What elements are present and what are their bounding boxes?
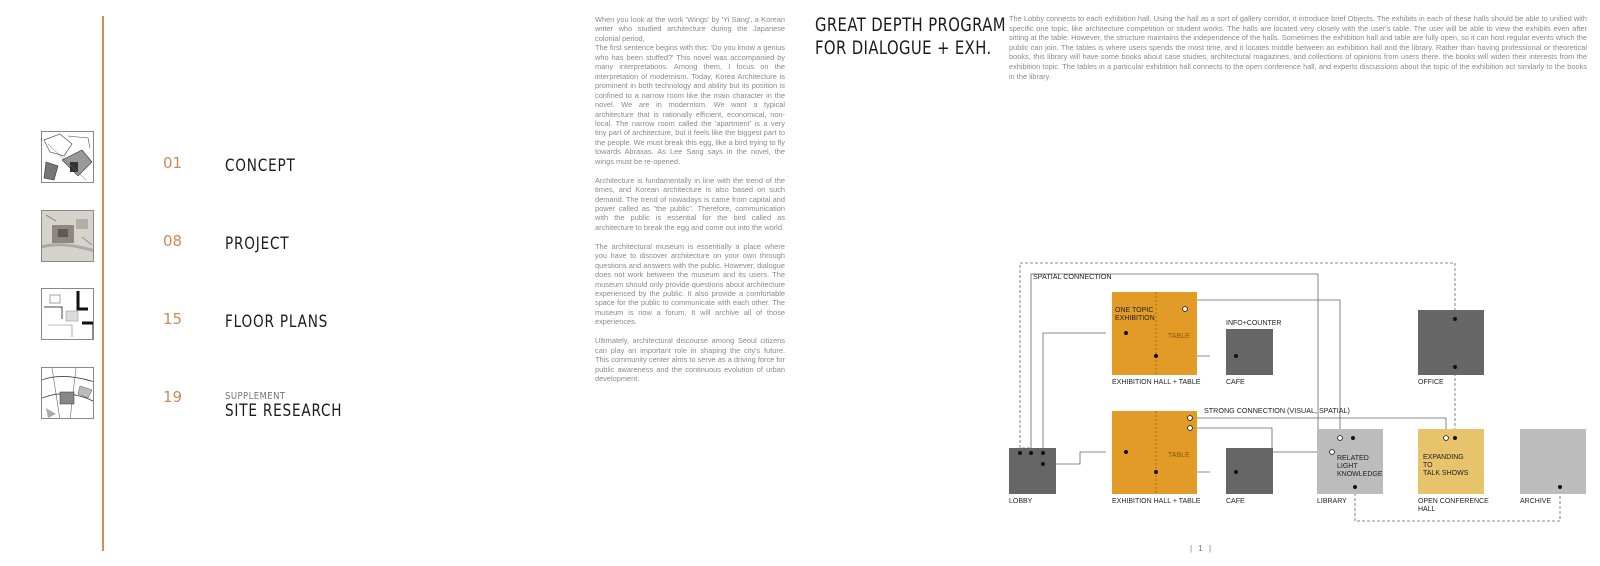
program-diagram [1000,255,1600,535]
site-research-thumbnail[interactable] [41,367,94,419]
light-label: LIGHT [1337,463,1358,470]
headline-line-1: GREAT DEPTH PROGRAM [815,14,1006,36]
toc-link-project[interactable]: PROJECT [225,234,290,254]
cafe-upper[interactable] [1226,329,1273,375]
lobby-label: LOBBY [1009,498,1033,505]
cafe-lower[interactable] [1226,448,1273,494]
concept-text-column [595,15,785,393]
spatial-connection-label: SPATIAL CONNECTION [1033,272,1112,281]
concept-paragraph: When you look at the work 'Wings' by 'Yi Sang', a Korean writer who studied architecture during the Japanese colonial period, The first sentence begins with this: 'Do you know a genius who has been stuffed?' This novel was accompanied by many interpretations. Among them, I focus on the interpretation of modernism. Today, Korea Architecture is prominent in both technology and ability but its position is confined to a narrow room like the main character in the novel. We are in modernism. We want a typical architecture that is rationally efficient, economical, non-local. The narrow room called the 'apartment' is a very tiny part of architecture, but it feels like the biggest part to the people. We must break this egg, like a bird trying to fly towards Abraxas. As Lee Sang says in the novel, the wings must be re-opened. [595,15,785,166]
info-counter-label: INFO+COUNTER [1226,320,1282,327]
exhibition-hall-label-upper: EXHIBITION HALL + TABLE [1112,379,1201,386]
open-conference-label: OPEN CONFERENCE [1418,498,1489,505]
table-label-lower: TABLE [1168,452,1190,459]
toc-link-concept[interactable]: CONCEPT [225,156,296,176]
page-number: | 1 | [1190,544,1214,553]
toc-number-project: 08 [163,232,183,250]
talk-shows-label: TALK SHOWS [1423,470,1469,477]
concept-paragraph: Architecture is fundamentally in line with the trend of the times, and Korean architecture is also based on such demand. The trend of nowadays is came from capital and power called as "the public". Therefore, communication with the public is essential for the bird called as architecture to break the egg and come out into the world. [595,175,785,232]
concept-thumbnail[interactable] [41,131,94,183]
knowledge-label: KNOWLEDGE [1337,471,1383,478]
library-label: LIBRARY [1317,498,1347,505]
toc-number-concept: 01 [163,154,183,172]
toc-number-site-research: 19 [163,388,183,406]
archive-label: ARCHIVE [1520,498,1552,505]
one-topic-label: ONE TOPIC [1115,307,1154,314]
program-description: The Lobby connects to each exhibition hall. Using the hall as a sort of gallery corridor, it introduce brief Objects. The exhibits in each of these halls should be able to unified with specific one topic, like architecture competition or student works. The halls are located very closely with the user's table. The user will be able to view the exhibits even after sitting at the table. However, the structure maintains the independence of the halls. Sometimes the exhibition hall and table are fully open, so it can host regular events which the public can join. The tables is where users spends the most time, and it locates middle between an exhibition hall and the library. Rather than having professional or theoretical books, this library will have some books about case studies, architectural magazines, and collections of opinions from users there. the books will widen their interests from the exhibition topic. The tables in a particular exhibition hall connects to the open conference hall, and experts discussions about the topic of the exhibition act similarly to the books in the library. [1009,14,1587,81]
concept-paragraph: The architectural museum is essentially a place where you have to discover architecture on your own through questions and answers with the public. However, dialogue does not work between the museum and its users. The museum should only provide questions about architecture experienced by the public. It also provide a comfortable space for the public to communicate with each other. The museum is now a forum, It will archive all of those experiences. [595,241,785,327]
strong-connection-label: STRONG CONNECTION (VISUAL, SPATIAL) [1204,406,1350,415]
toc-number-floor-plans: 15 [163,310,183,328]
concept-paragraph: Ultimately, architectural discourse among Seoul citizens can play an important role in shaping the city's future. This community center aims to serve as a driving force for public awareness and the continuous evolution of urban development. [595,336,785,384]
to-label: TO [1423,462,1433,469]
cafe-label-lower: CAFE [1226,498,1245,505]
toc-link-site-research[interactable]: SITE RESEARCH [225,401,343,421]
office-block[interactable] [1418,310,1484,375]
related-label: RELATED [1337,455,1369,462]
table-label-upper: TABLE [1168,333,1190,340]
expanding-label: EXPANDING [1423,454,1464,461]
office-label: OFFICE [1418,379,1444,386]
exhibition-label: EXHIBITION [1115,315,1155,322]
toc-subtitle-supplement: SUPPLEMENT [225,391,286,402]
hall-label: HALL [1418,506,1436,513]
toc-link-floor-plans[interactable]: FLOOR PLANS [225,312,329,332]
program-headline [815,14,1006,60]
cafe-label-upper: CAFE [1226,379,1245,386]
accent-divider [102,16,104,551]
floor-plans-thumbnail[interactable] [41,288,94,340]
exhibition-hall-label-lower: EXHIBITION HALL + TABLE [1112,498,1201,505]
project-thumbnail[interactable] [41,210,94,262]
archive-block[interactable] [1520,429,1586,494]
headline-line-2: FOR DIALOGUE + EXH. [815,37,992,59]
lobby-block[interactable] [1009,448,1056,494]
